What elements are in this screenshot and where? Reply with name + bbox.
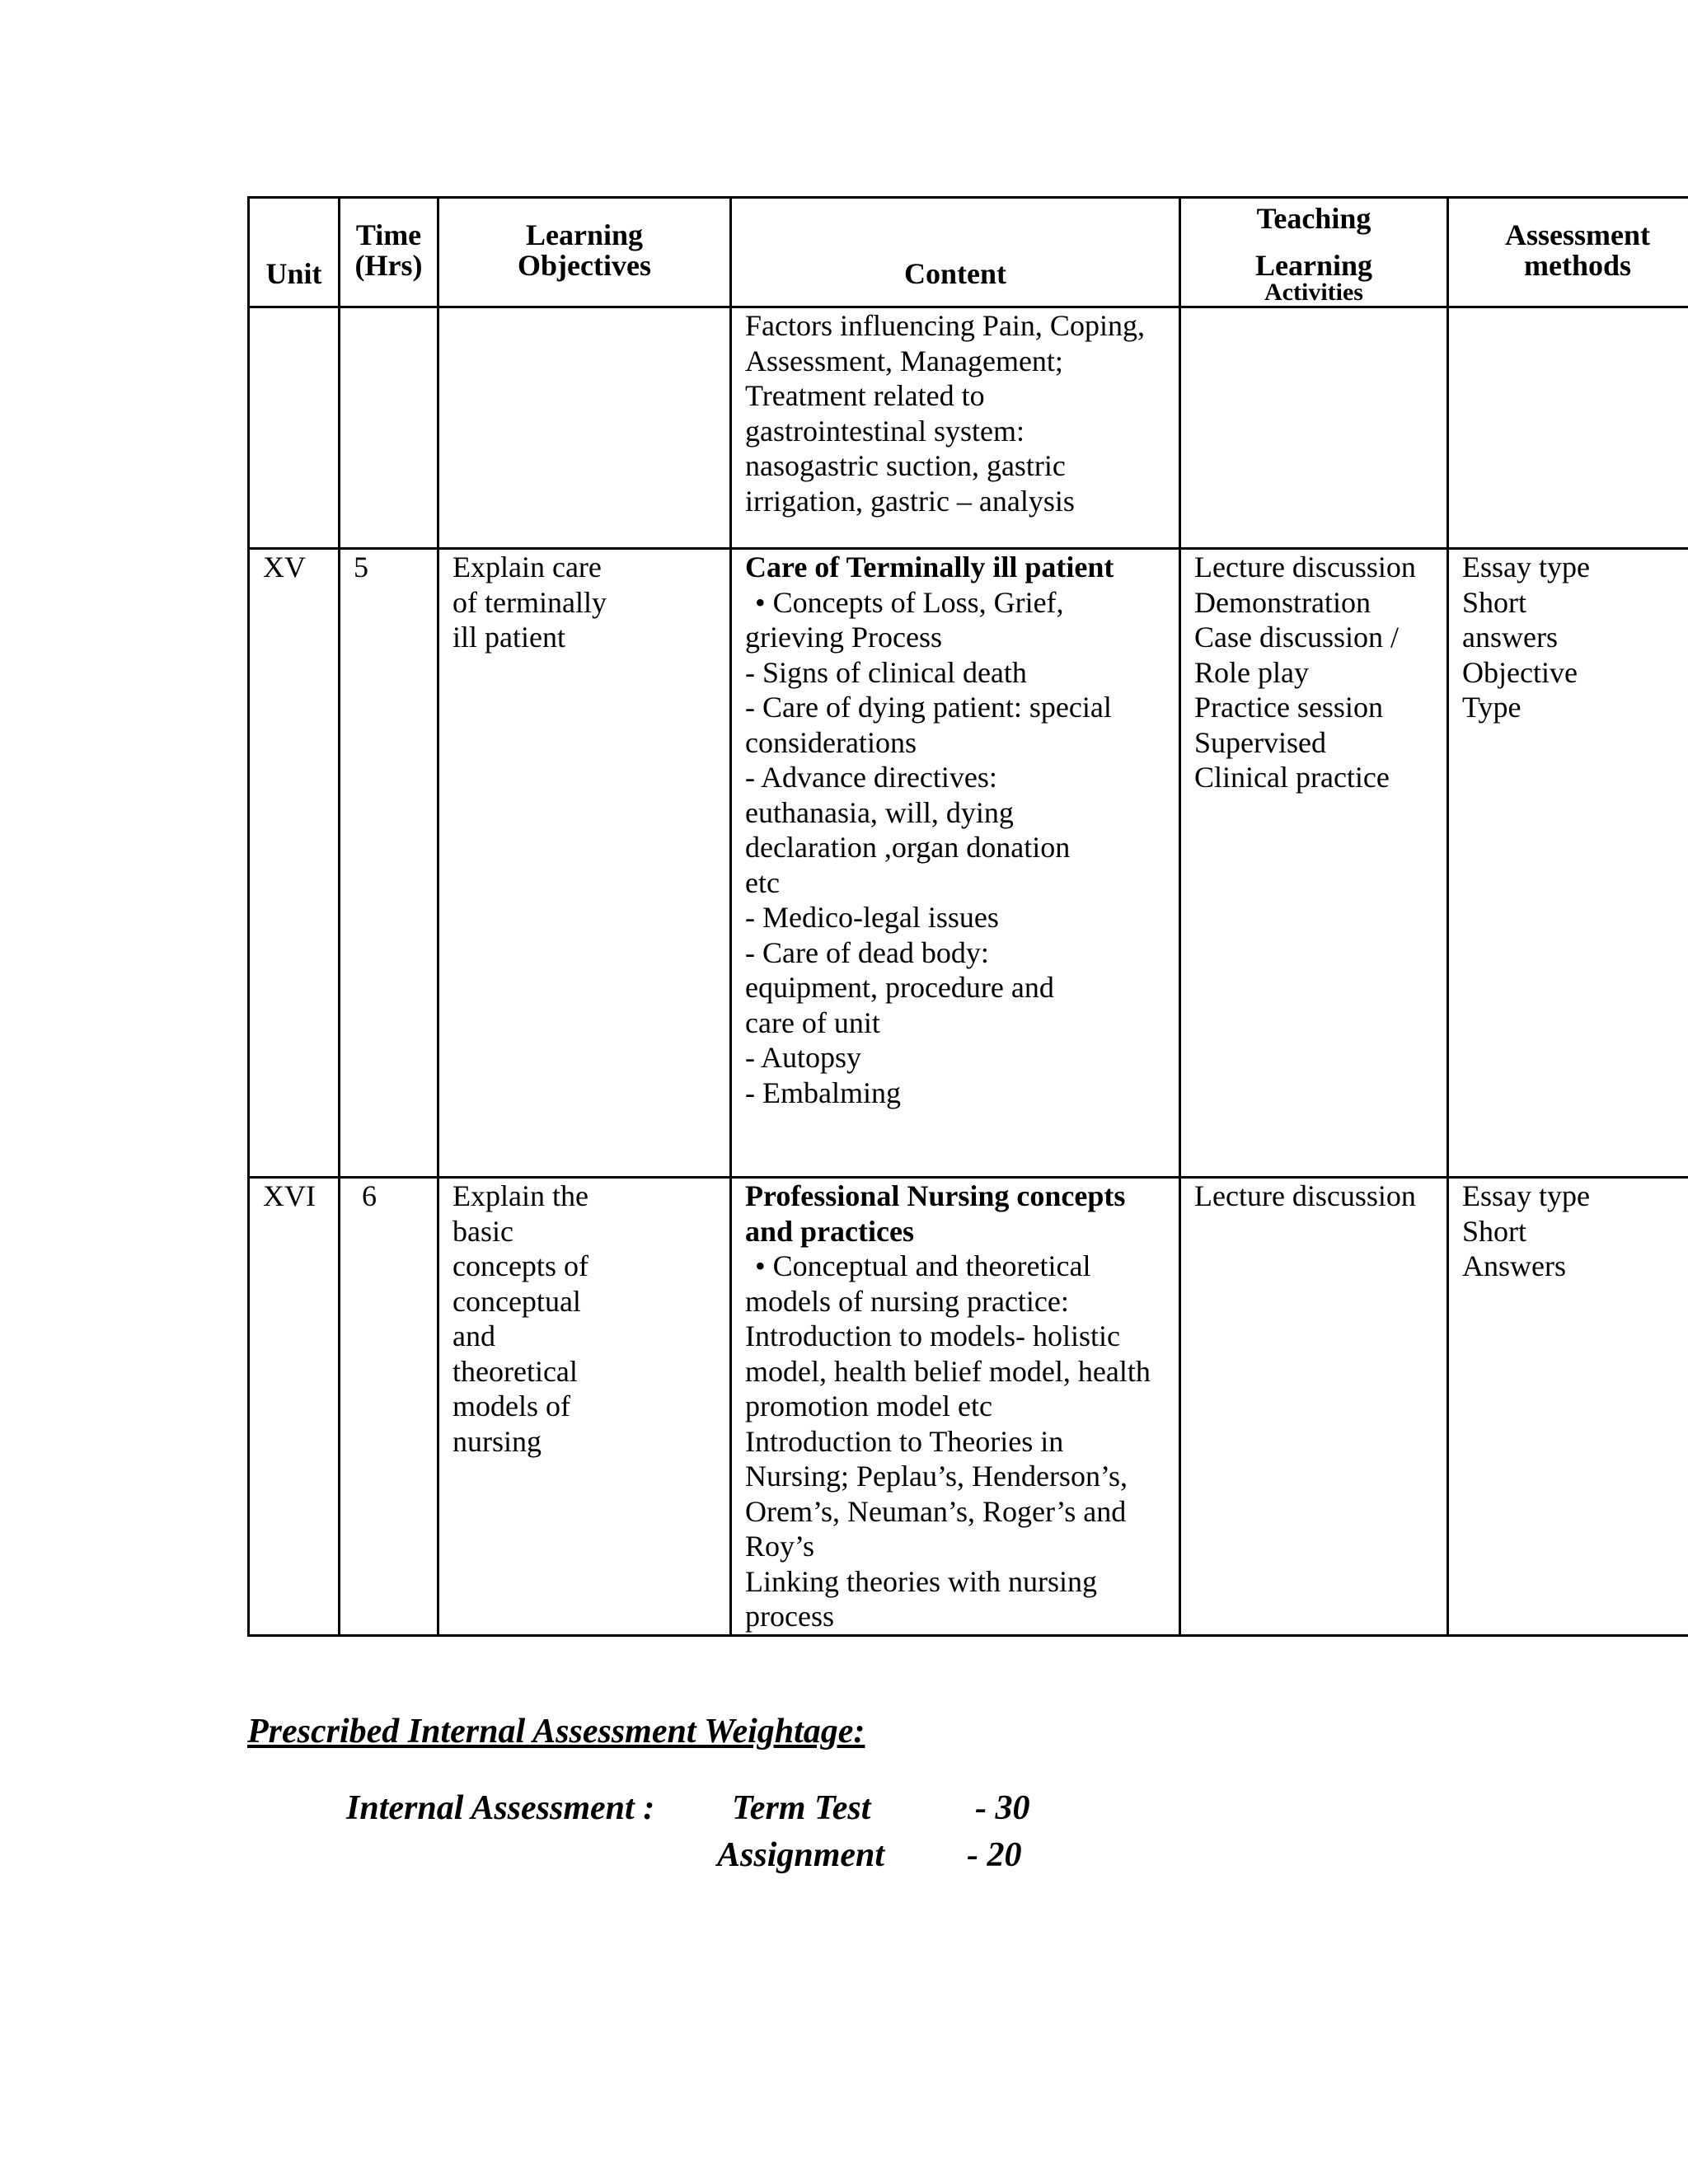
internal-assessment-label: Internal Assessment :: [346, 1789, 655, 1827]
table-row-xv: [249, 549, 1688, 1178]
cell-empty: [1180, 307, 1448, 549]
cell-content: Care of Terminally ill patient • Concepts of Loss, Grief, grieving Process - Signs of clinical death - Care of dying patient: special considerations - Advance directives: euthanasia, will, dying declaration ,organ donation etc - Medico-legal issues - Care of dead body: equipment, procedure and care of unit - Autopsy - Embalming: [731, 549, 1180, 1178]
syllabus-table: [247, 196, 1688, 1637]
cell-empty: [1448, 307, 1688, 549]
assignment-label: Assignment: [717, 1836, 885, 1874]
cell-content: Professional Nursing concepts and practices • Conceptual and theoretical models of nursing practice: Introduction to models- holistic model, health belief model, health promotion model etc Introduction to Theories in Nursing; Peplau’s, Henderson’s, Orem’s, Neuman’s, Roger’s and Roy’s Linking theories with nursing process: [731, 1178, 1180, 1636]
internal-assessment-title: Prescribed Internal Assessment Weightage:: [247, 1713, 865, 1750]
assignment-value: - 20: [967, 1836, 1022, 1874]
table-header-row: [249, 198, 1688, 307]
header-content: Content: [731, 198, 1180, 307]
cell-objectives: Explain the basic concepts of conceptual and theoretical models of nursing: [438, 1178, 731, 1636]
cell-assessment: Essay type Short Answers: [1448, 1178, 1688, 1636]
header-time: Time (Hrs): [340, 198, 438, 307]
cell-empty: [438, 307, 731, 549]
content-title: Professional Nursing concepts: [745, 1179, 1126, 1212]
cell-teaching: Lecture discussion: [1180, 1178, 1448, 1636]
content-title: and practices: [745, 1214, 914, 1248]
header-unit: Unit: [249, 198, 340, 307]
cell-time: 5: [340, 549, 438, 1178]
content-title: Care of Terminally ill patient: [745, 551, 1114, 583]
term-test-label: Term Test: [732, 1789, 871, 1827]
header-objectives: Learning Objectives: [438, 198, 731, 307]
table-row-continuation: [249, 307, 1688, 549]
cell-empty: [340, 307, 438, 549]
cell-teaching: Lecture discussion Demonstration Case discussion / Role play Practice session Supervised Clinical practice: [1180, 549, 1448, 1178]
cell-unit: XV: [249, 549, 340, 1178]
table-row-xvi: [249, 1178, 1688, 1636]
cell-content: Factors influencing Pain, Coping, Assessment, Management; Treatment related to gastrointestinal system: nasogastric suction, gastric irrigation, gastric – analysis: [731, 307, 1180, 549]
cell-empty: [249, 307, 340, 549]
cell-objectives: Explain care of terminally ill patient: [438, 549, 731, 1178]
header-assessment: Assessment methods: [1448, 198, 1688, 307]
cell-time: 6: [340, 1178, 438, 1636]
term-test-value: - 30: [975, 1789, 1030, 1827]
cell-assessment: Essay type Short answers Objective Type: [1448, 549, 1688, 1178]
header-teaching: Teaching Learning Activities: [1180, 198, 1448, 307]
cell-unit: XVI: [249, 1178, 340, 1636]
